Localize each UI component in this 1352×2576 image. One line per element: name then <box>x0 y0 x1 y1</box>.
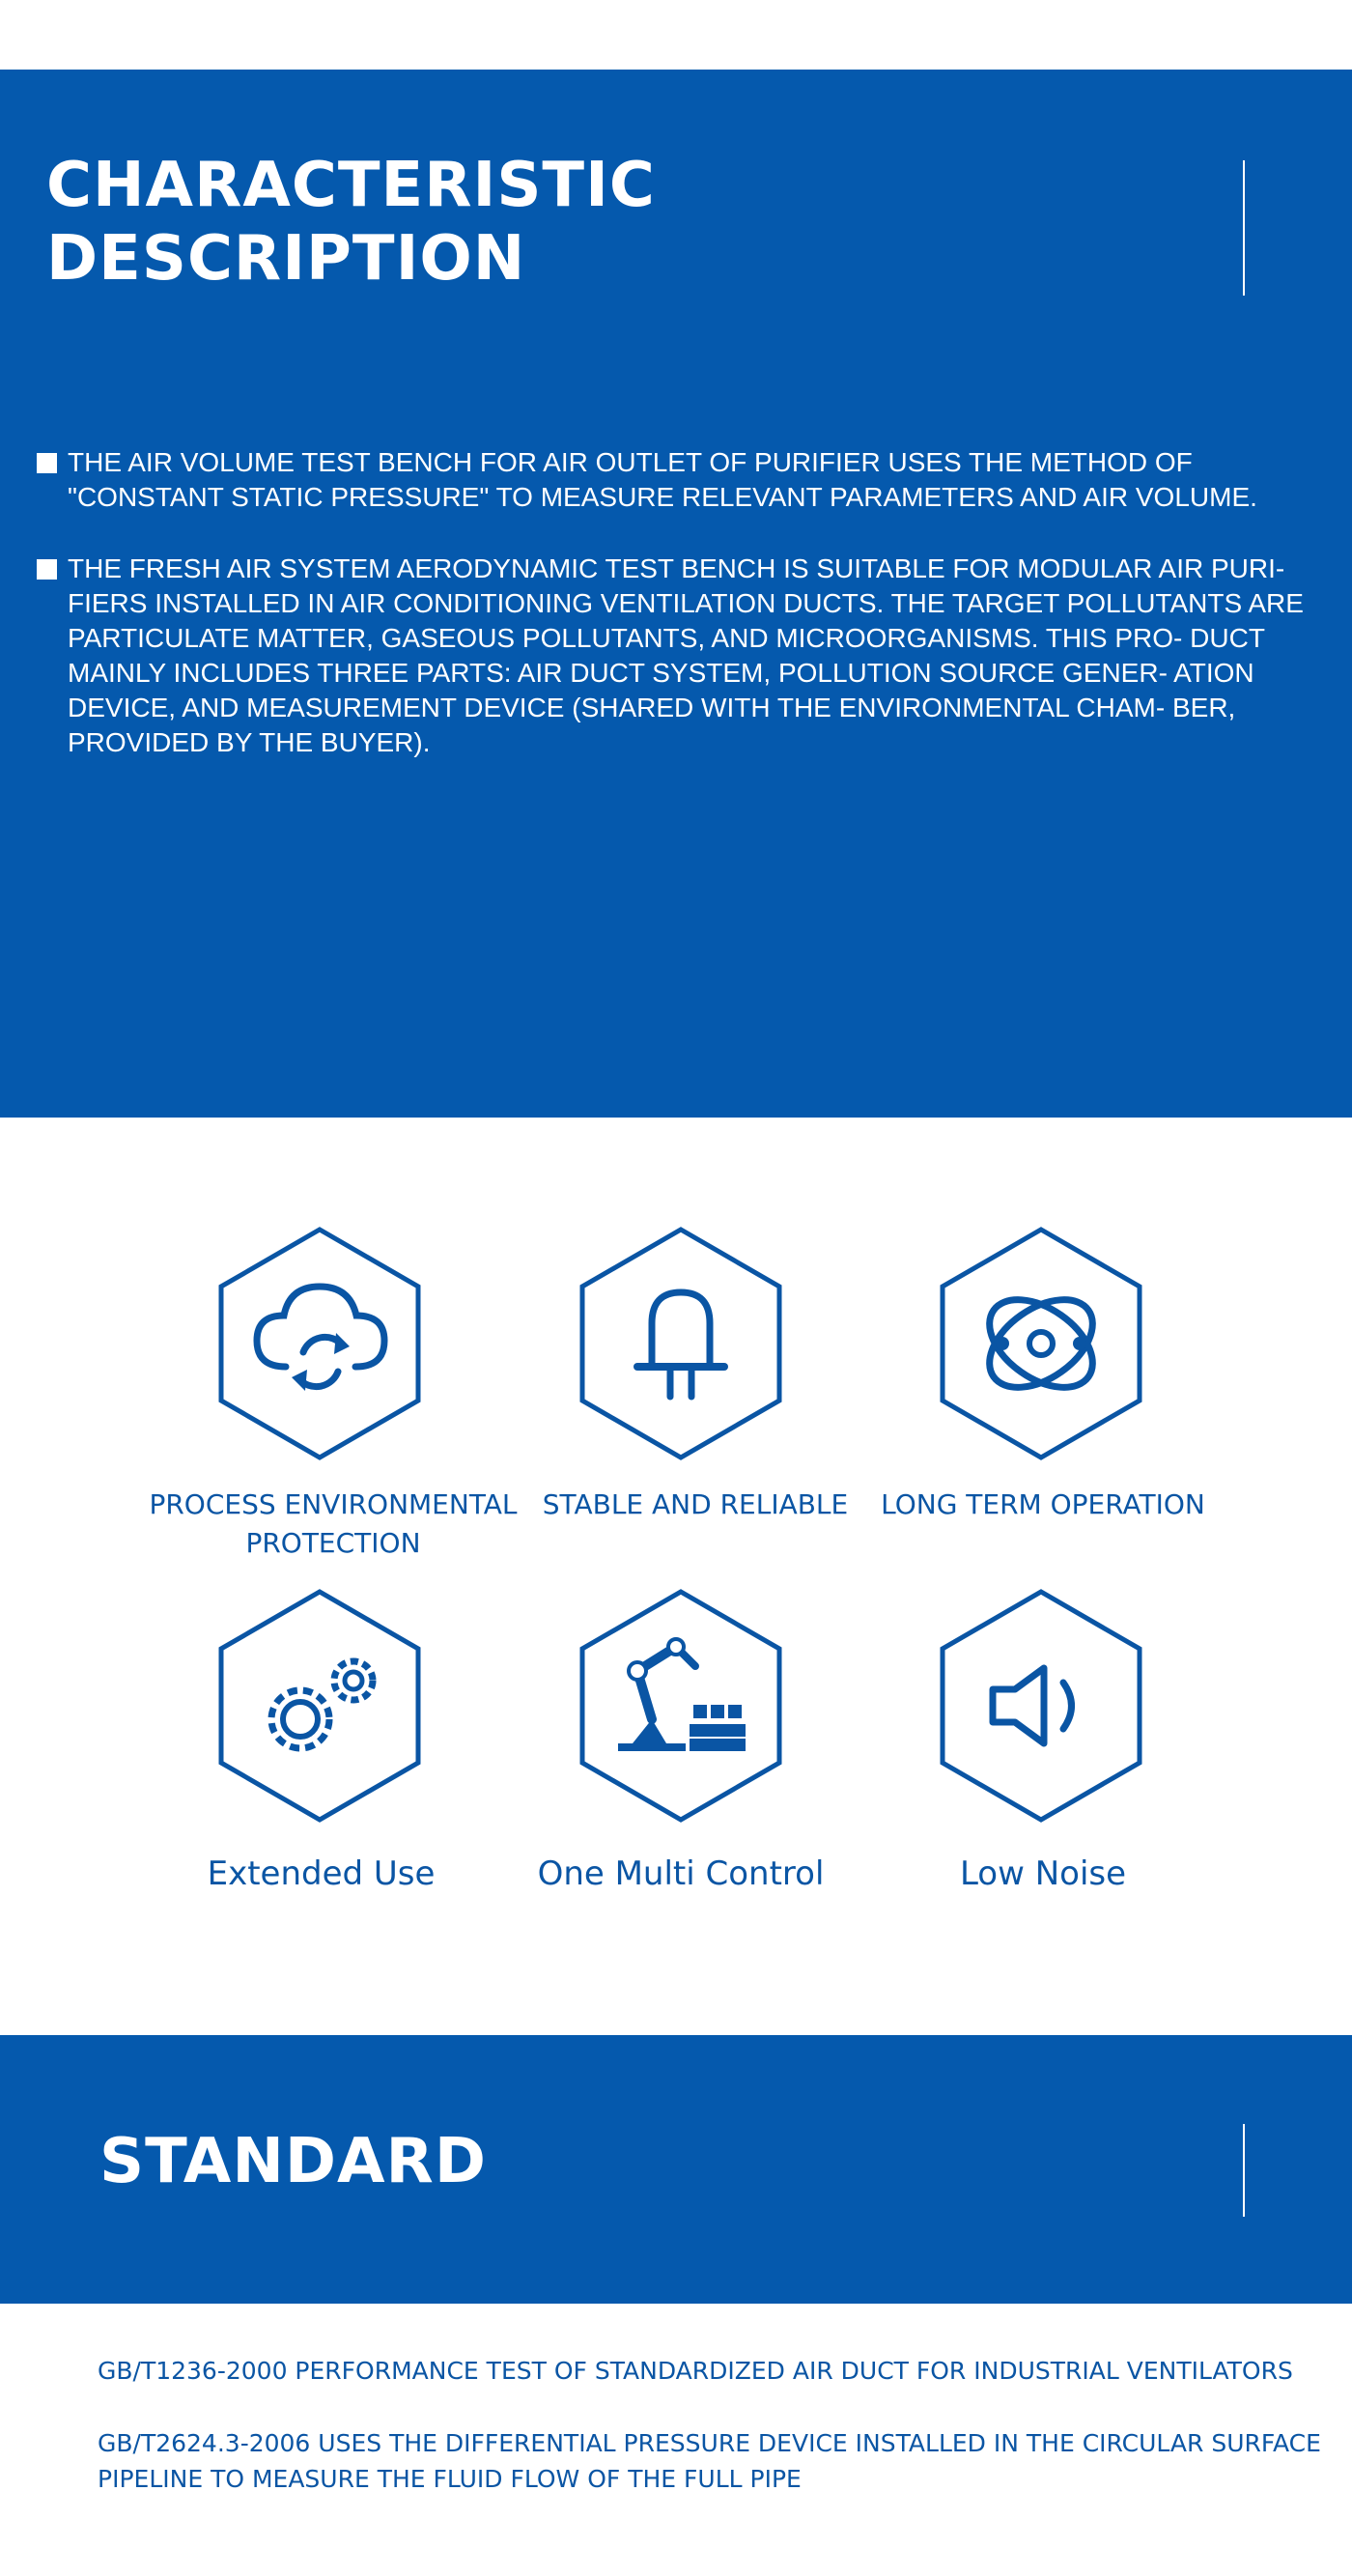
characteristic-title <box>46 149 656 296</box>
description-text: THE AIR VOLUME TEST BENCH FOR AIR OUTLET OF PURIFIER USES THE METHOD OF "CONSTANT STATIC PRESSURE" TO MEASURE RELEVANT PARAMETERS AND AIR VOLUME. <box>68 447 1257 512</box>
feature-label: PROCESS ENVIRONMENTAL PROTECTION <box>149 1488 518 1559</box>
square-bullet-icon <box>37 453 57 473</box>
description-text: THE FRESH AIR SYSTEM AERODYNAMIC TEST BENCH IS SUITABLE FOR MODULAR AIR PURI- FIERS INSTALLED IN AIR CONDITIONING VENTILATION DUCTS. THE TARGET POLLUTANTS ARE PARTICULATE MATTER, GASEOUS POLLUTANTS, AND MICROORGANISMS. THIS PRO- DUCT MAINLY INCLUDES THREE PARTS: AIR DUCT SYSTEM, POLLUTION SOURCE GENER- ATION DEVICE, AND MEASUREMENT DEVICE (SHARED WITH THE ENVIRONMENTAL CHAM- BER, PROVIDED BY THE BUYER). <box>68 553 1304 757</box>
standard-item: GB/T1236-2000 PERFORMANCE TEST OF STANDARDIZED AIR DUCT FOR INDUSTRIAL VENTILATORS <box>98 2357 1293 2385</box>
gears-icon <box>218 1589 421 1823</box>
standard-title: STANDARD <box>99 2126 487 2197</box>
square-bullet-icon <box>37 559 57 580</box>
feature-label: LONG TERM OPERATION <box>881 1488 1205 1520</box>
cloud-sync-icon <box>218 1227 421 1460</box>
divider-line <box>1243 160 1245 296</box>
bulb-icon <box>579 1227 782 1460</box>
robot-arm-icon <box>579 1589 782 1823</box>
feature-label: STABLE AND RELIABLE <box>542 1488 849 1520</box>
description-bullet <box>37 552 1336 760</box>
characteristic-title-text: CHARACTERISTIC DESCRIPTION <box>46 150 656 295</box>
speaker-icon <box>940 1589 1142 1823</box>
standard-item: GB/T2624.3-2006 USES THE DIFFERENTIAL PRESSURE DEVICE INSTALLED IN THE CIRCULAR SURFACE PIPELINE TO MEASURE THE FLUID FLOW OF THE FULL PIPE <box>98 2429 1321 2493</box>
feature-label: One Multi Control <box>537 1854 825 1893</box>
description-bullet <box>37 445 1336 515</box>
feature-label: Extended Use <box>207 1854 436 1893</box>
feature-label: Low Noise <box>959 1854 1127 1893</box>
divider-line <box>1243 2124 1245 2217</box>
characteristic-section <box>0 70 1352 1118</box>
standard-section <box>0 2035 1352 2304</box>
atom-icon <box>940 1227 1142 1460</box>
